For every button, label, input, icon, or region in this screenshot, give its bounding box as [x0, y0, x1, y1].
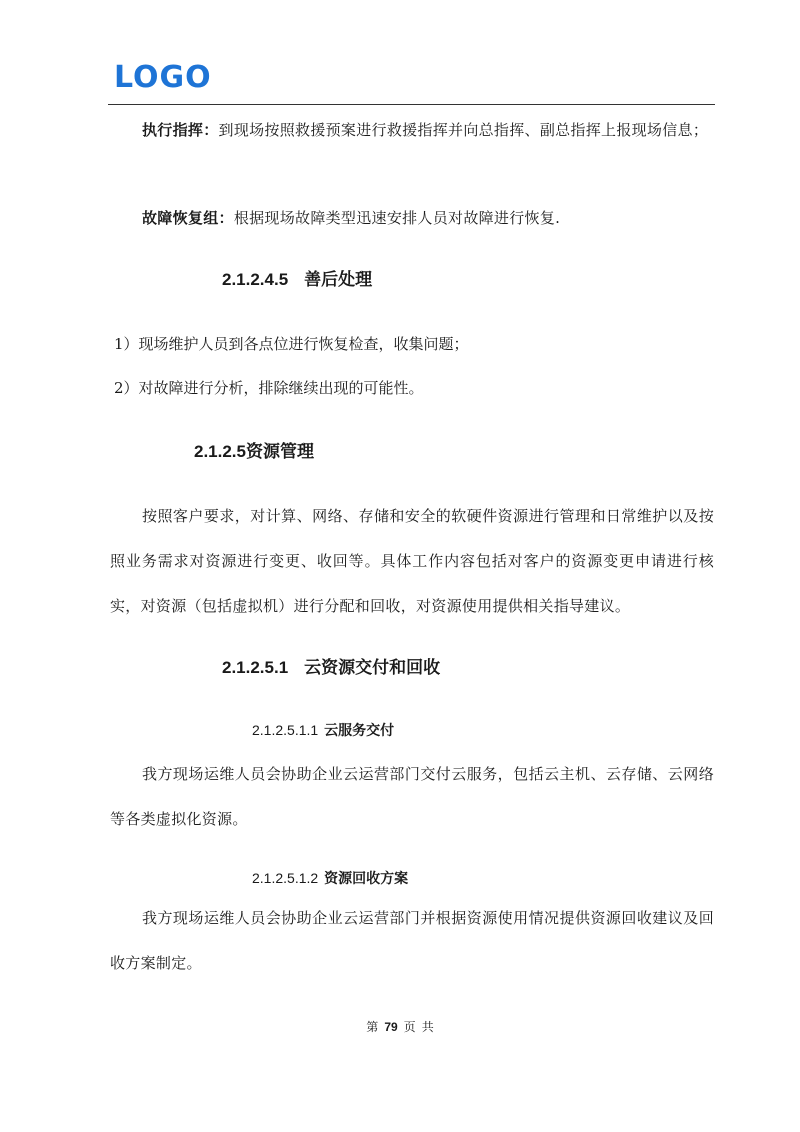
footer-total-word: 共	[421, 1020, 434, 1034]
heading-number: 2.1.2.5.1.1	[252, 722, 319, 738]
fault-recovery-paragraph	[110, 196, 714, 241]
heading-title: 云资源交付和回收	[304, 658, 441, 677]
heading-cloud-service-delivery	[252, 720, 394, 740]
heading-aftermath	[222, 268, 372, 292]
heading-number: 2.1.2.5.1.2	[252, 870, 319, 886]
page-number: 79	[384, 1020, 398, 1034]
heading-number: 2.1.2.5.1	[222, 658, 289, 677]
cloud-delivery-paragraph: 我方现场运维人员会协助企业云运营部门交付云服务，包括云主机、云存储、云网络等各类虚拟化资源。	[110, 765, 714, 828]
heading-resource-management	[194, 440, 314, 464]
heading-resource-reclaim-plan	[252, 868, 408, 888]
reclaim-paragraph: 我方现场运维人员会协助企业云运营部门并根据资源使用情况提供资源回收建议及回收方案制定。	[110, 909, 714, 972]
heading-number: 2.1.2.5	[194, 442, 246, 461]
exec-command-label: 执行指挥：	[142, 121, 219, 139]
list-item: 2）对故障进行分析，排除继续出现的可能性。	[114, 379, 424, 397]
footer-page-word: 页	[403, 1020, 416, 1034]
heading-title: 善后处理	[304, 270, 373, 289]
footer-prefix: 第	[366, 1020, 379, 1034]
company-logo: LOGO	[114, 60, 212, 95]
resource-management-paragraph: 按照客户要求，对计算、网络、存储和安全的软硬件资源进行管理和日常维护以及按照业务需求对资源进行变更、收回等。具体工作内容包括对客户的资源变更申请进行核实，对资源（包括虚拟机）进行分配和回收，对资源使用提供相关指导建议。	[110, 507, 714, 615]
heading-title: 资源管理	[246, 442, 314, 461]
header-divider	[108, 104, 715, 105]
list-item: 1）现场维护人员到各点位进行恢复检查，收集问题；	[114, 335, 469, 353]
fault-recovery-label: 故障恢复组：	[142, 209, 234, 227]
page-footer	[0, 1018, 800, 1036]
exec-command-paragraph	[110, 108, 714, 153]
heading-cloud-delivery-reclaim	[222, 656, 440, 680]
heading-number: 2.1.2.4.5	[222, 270, 289, 289]
exec-command-text: 到现场按照救援预案进行救援指挥并向总指挥、副总指挥上报现场信息；	[218, 121, 709, 139]
fault-recovery-text: 根据现场故障类型迅速安排人员对故障进行恢复.	[233, 209, 561, 227]
heading-title: 云服务交付	[324, 722, 395, 738]
heading-title: 资源回收方案	[324, 870, 409, 886]
